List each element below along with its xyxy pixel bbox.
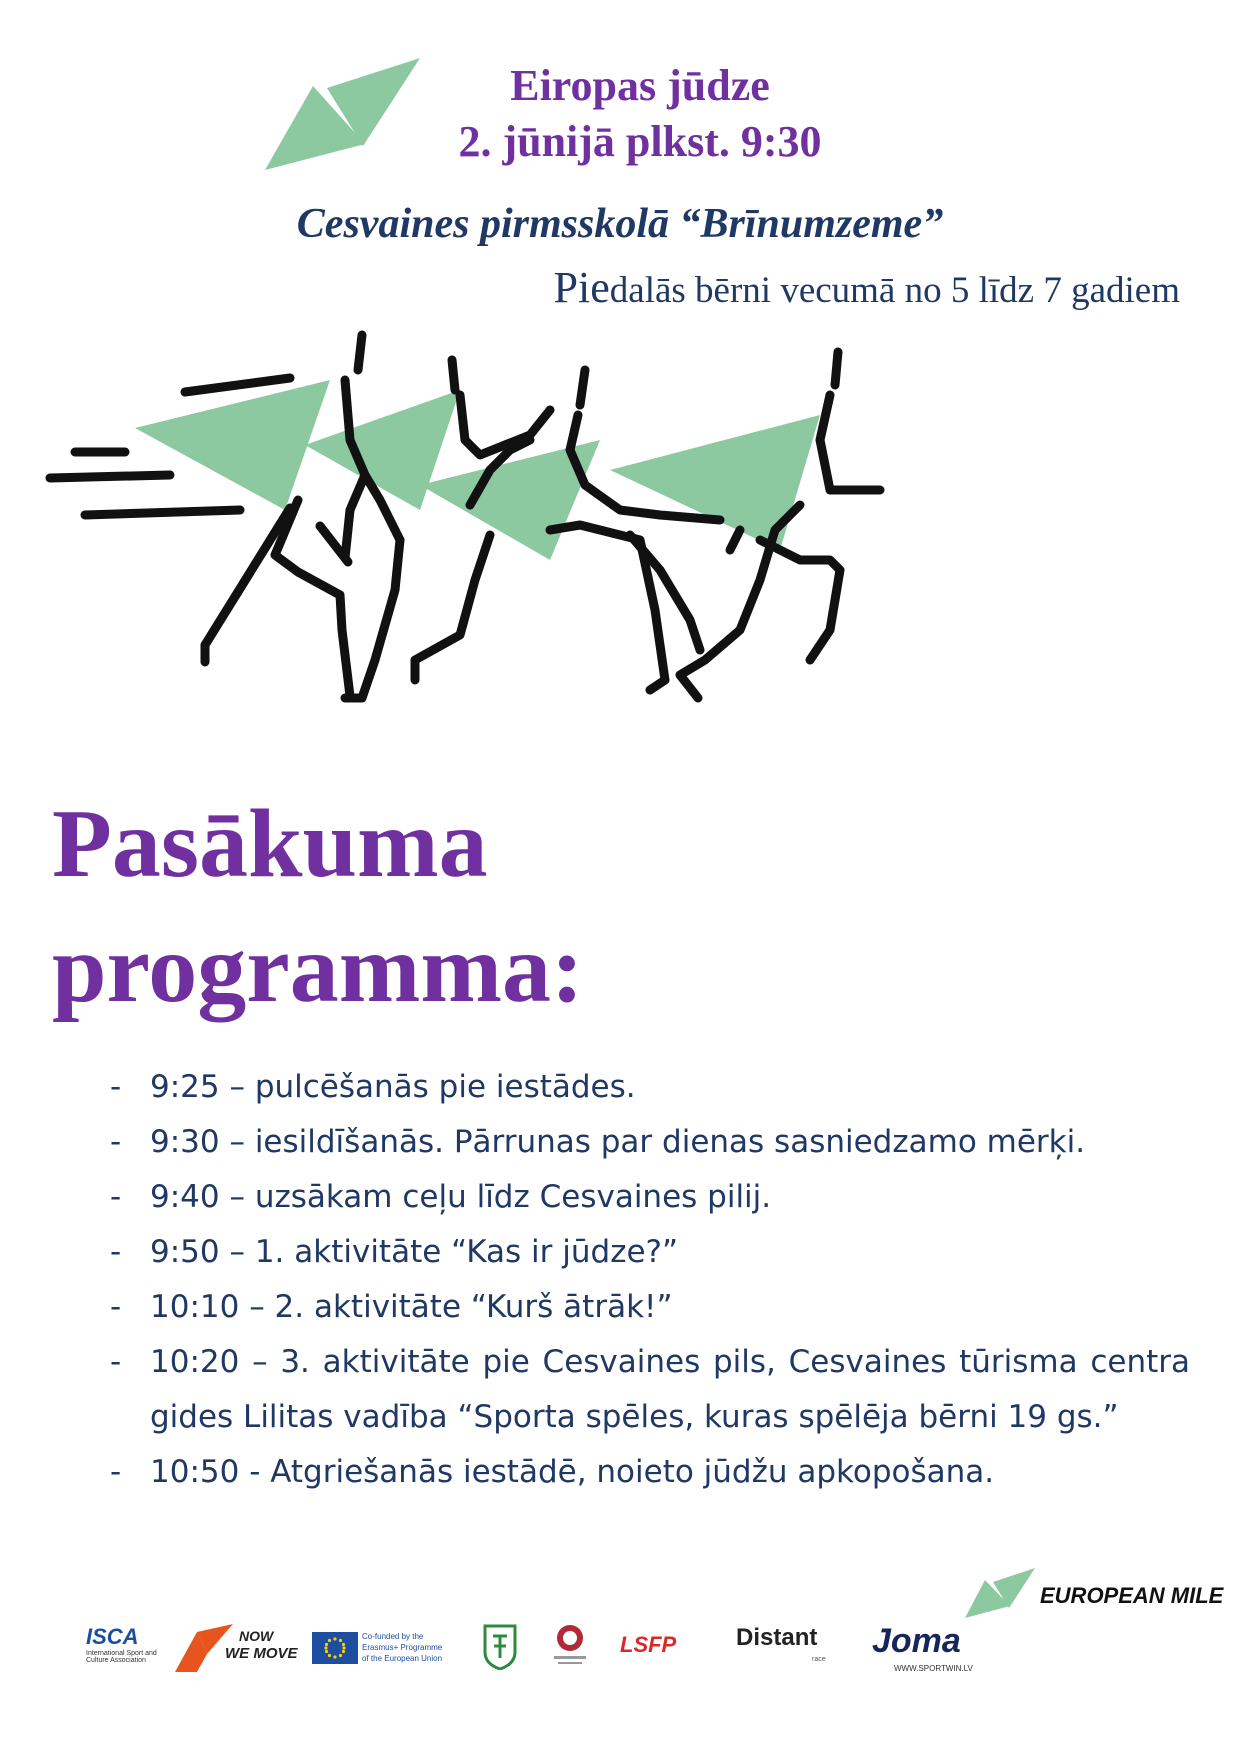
joma-sub-text: WWW.SPORTWIN.LV [894,1664,973,1673]
now-text: NOW [239,1628,274,1644]
eu-stars-icon [313,1633,357,1663]
sponsor-erasmus [312,1618,462,1678]
program-heading-line1: Pasākuma [52,790,488,898]
sponsor-lsa [483,1618,519,1678]
runners-illustration [40,330,920,730]
sponsor-now-we-move [175,1618,298,1678]
distant-sub-text: race [812,1656,826,1663]
eu-line3: of the European Union [362,1654,443,1663]
event-title-line1: Eiropas jūdze [510,61,770,110]
eu-line1: Co-funded by the [362,1632,424,1641]
program-item: - 9:25 – pulcēšanās pie iestādes. [110,1060,1190,1115]
event-venue: Cesvaines pirmsskolā “Brīnumzeme” [296,201,944,247]
program-item: - 10:10 – 2. aktivitāte “Kurš ātrāk!” [110,1280,1190,1335]
sponsor-joma [872,1618,1022,1678]
program-list [110,1060,1190,1500]
we-move-text: WE MOVE [225,1645,298,1662]
sponsor-lsfp [620,1618,700,1678]
program-item: - 10:50 - Atgriešanās iestādē, noieto jūdžu apkopošana. [110,1445,1190,1500]
lsfp-logo-text: LSFP [620,1632,677,1657]
program-heading-line2: programma: [52,915,584,1023]
participants-first: Pie [553,263,610,312]
participants-info [554,262,1180,313]
lsa-shield-icon [483,1622,517,1670]
sponsor-ministry [548,1618,598,1678]
sponsor-distant [736,1618,836,1678]
isca-sub-line1: International Sport and [86,1650,157,1657]
program-item: - 9:30 – iesildīšanās. Pārrunas par dienas sasniedzamo mērķi. [110,1115,1190,1170]
eu-flag-icon [312,1632,358,1664]
event-date-time: 2. jūnijā plkst. 9:30 [458,117,822,166]
event-title [420,58,860,170]
program-heading [52,782,584,1032]
program-item: - 9:40 – uzsākam ceļu līdz Cesvaines pilij. [110,1170,1190,1225]
program-item: - 9:50 – 1. aktivitāte “Kas ir jūdze?” [110,1225,1190,1280]
joma-logo-text: Joma [872,1622,961,1660]
participants-rest: dalās bērni vecumā no 5 līdz 7 gadiem [609,270,1180,311]
european-mile-logo-icon [265,58,425,170]
program-item: - 10:20 – 3. aktivitāte pie Cesvaines pils, Cesvaines tūrisma centra gides Lilitas vadība “Sporta spēles, kuras spēlēja bērni 19 gs.” [110,1335,1190,1445]
european-mile-small-logo-icon [965,1568,1035,1618]
european-mile-brand-text: EUROPEAN MILE [1040,1583,1224,1608]
latvia-coat-of-arms-icon [548,1620,592,1670]
distant-logo-text: Distant [736,1624,818,1651]
isca-sub-line2: Culture Association [86,1657,146,1664]
sponsor-isca [86,1618,166,1678]
isca-logo-text: ISCA [86,1624,139,1649]
eu-line2: Erasmus+ Programme [362,1643,443,1652]
